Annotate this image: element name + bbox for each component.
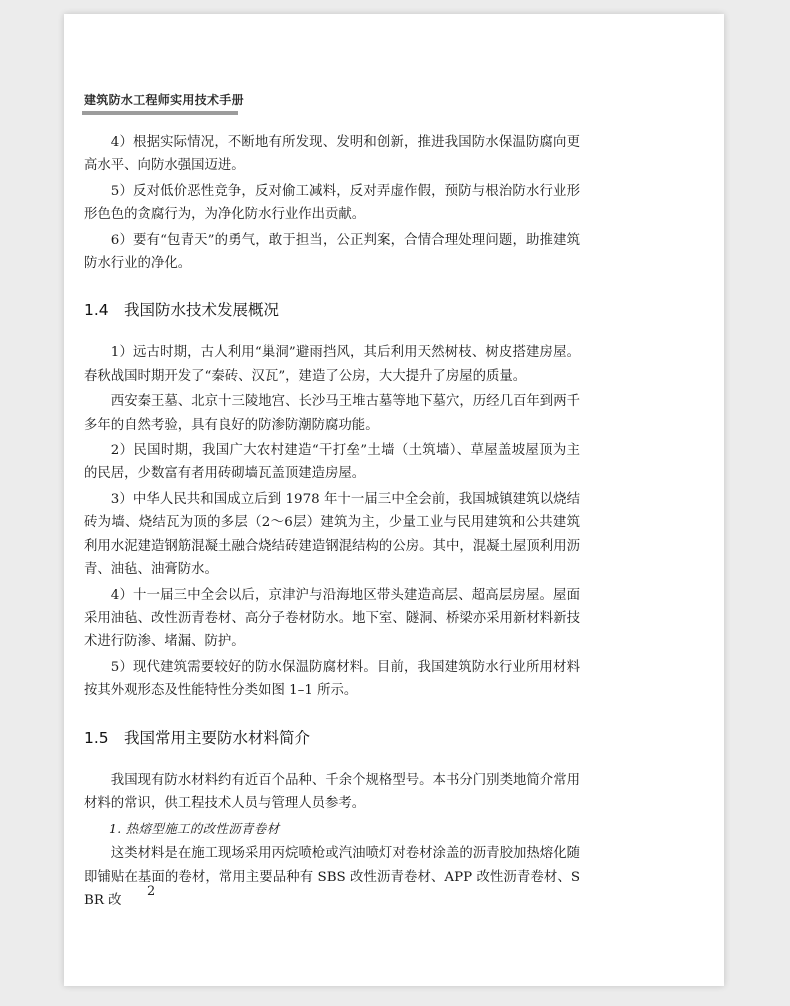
paragraph: 1）远古时期，古人利用“巢洞”避雨挡风，其后利用天然树枝、树皮搭建房屋。春秋战国时期开发了“秦砖、汉瓦”，建造了公房，大大提升了房屋的质量。 <box>84 345 580 384</box>
page-number: 2 <box>147 884 156 899</box>
section-title: 我国常用主要防水材料简介 <box>124 728 311 747</box>
page-body <box>84 131 580 915</box>
subheading: 1. 热熔型施工的改性沥青卷材 <box>109 821 280 837</box>
section-heading-1-5 <box>84 727 580 749</box>
header-rule <box>82 111 238 115</box>
paragraph: 4）根据实际情况，不断地有所发现、发明和创新，推进我国防水保温防腐向更高水平、向防水强国迈进。 <box>84 135 580 174</box>
paragraph: 我国现有防水材料约有近百个品种、千余个规格型号。本书分门别类地简介常用材料的常识，供工程技术人员与管理人员参考。 <box>84 772 580 811</box>
section-heading-1-4 <box>84 299 580 321</box>
section-title: 我国防水技术发展概况 <box>124 301 280 320</box>
paragraph: 2）民国时期，我国广大农村建造“干打垒”土墙（土筑墙）、草屋盖坡屋顶为主的民居，少数富有者用砖砌墙瓦盖顶建造房屋。 <box>84 443 580 482</box>
section-number: 1.4 <box>84 301 109 320</box>
paragraph: 这类材料是在施工现场采用丙烷喷枪或汽油喷灯对卷材涂盖的沥青胶加热熔化随即铺贴在基面的卷材，常用主要品种有 SBS 改性沥青卷材、APP 改性沥青卷材、SBR 改 <box>84 846 580 909</box>
paragraph: 5）反对低价恶性竞争，反对偷工减料，反对弄虚作假，预防与根治防水行业形形色色的贪腐行为，为净化防水行业作出贡献。 <box>84 183 580 223</box>
paragraph: 3）中华人民共和国成立后到 1978 年十一届三中全会前，我国城镇建筑以烧结砖为墙、烧结瓦为顶的多层（2～6层）建筑为主，少量工业与民用建筑和公共建筑利用水泥建造钢筋混凝土融合烧结砖建造钢混结构的公房。其中，混凝土屋顶利用沥青、油毡、油膏防水。 <box>84 491 580 578</box>
paragraph: 5）现代建筑需要较好的防水保温防腐材料。目前，我国建筑防水行业所用材料按其外观形态及性能特性分类如图 1–1 所示。 <box>84 659 580 699</box>
paragraph: 6）要有“包青天”的勇气，敢于担当，公正判案，合情合理处理问题，助推建筑防水行业的净化。 <box>84 232 580 272</box>
section-number: 1.5 <box>84 728 109 747</box>
paragraph: 4）十一届三中全会以后，京津沪与沿海地区带头建造高层、超高层房屋。屋面采用油毡、改性沥青卷材、高分子卷材防水。地下室、隧洞、桥梁亦采用新材料新技术进行防渗、堵漏、防护。 <box>84 587 580 650</box>
running-header-title: 建筑防水工程师实用技术手册 <box>84 93 244 107</box>
paragraph: 西安秦王墓、北京十三陵地宫、长沙马王堆古墓等地下墓穴，历经几百年到两千多年的自然考验，具有良好的防渗防潮防腐功能。 <box>84 394 580 433</box>
